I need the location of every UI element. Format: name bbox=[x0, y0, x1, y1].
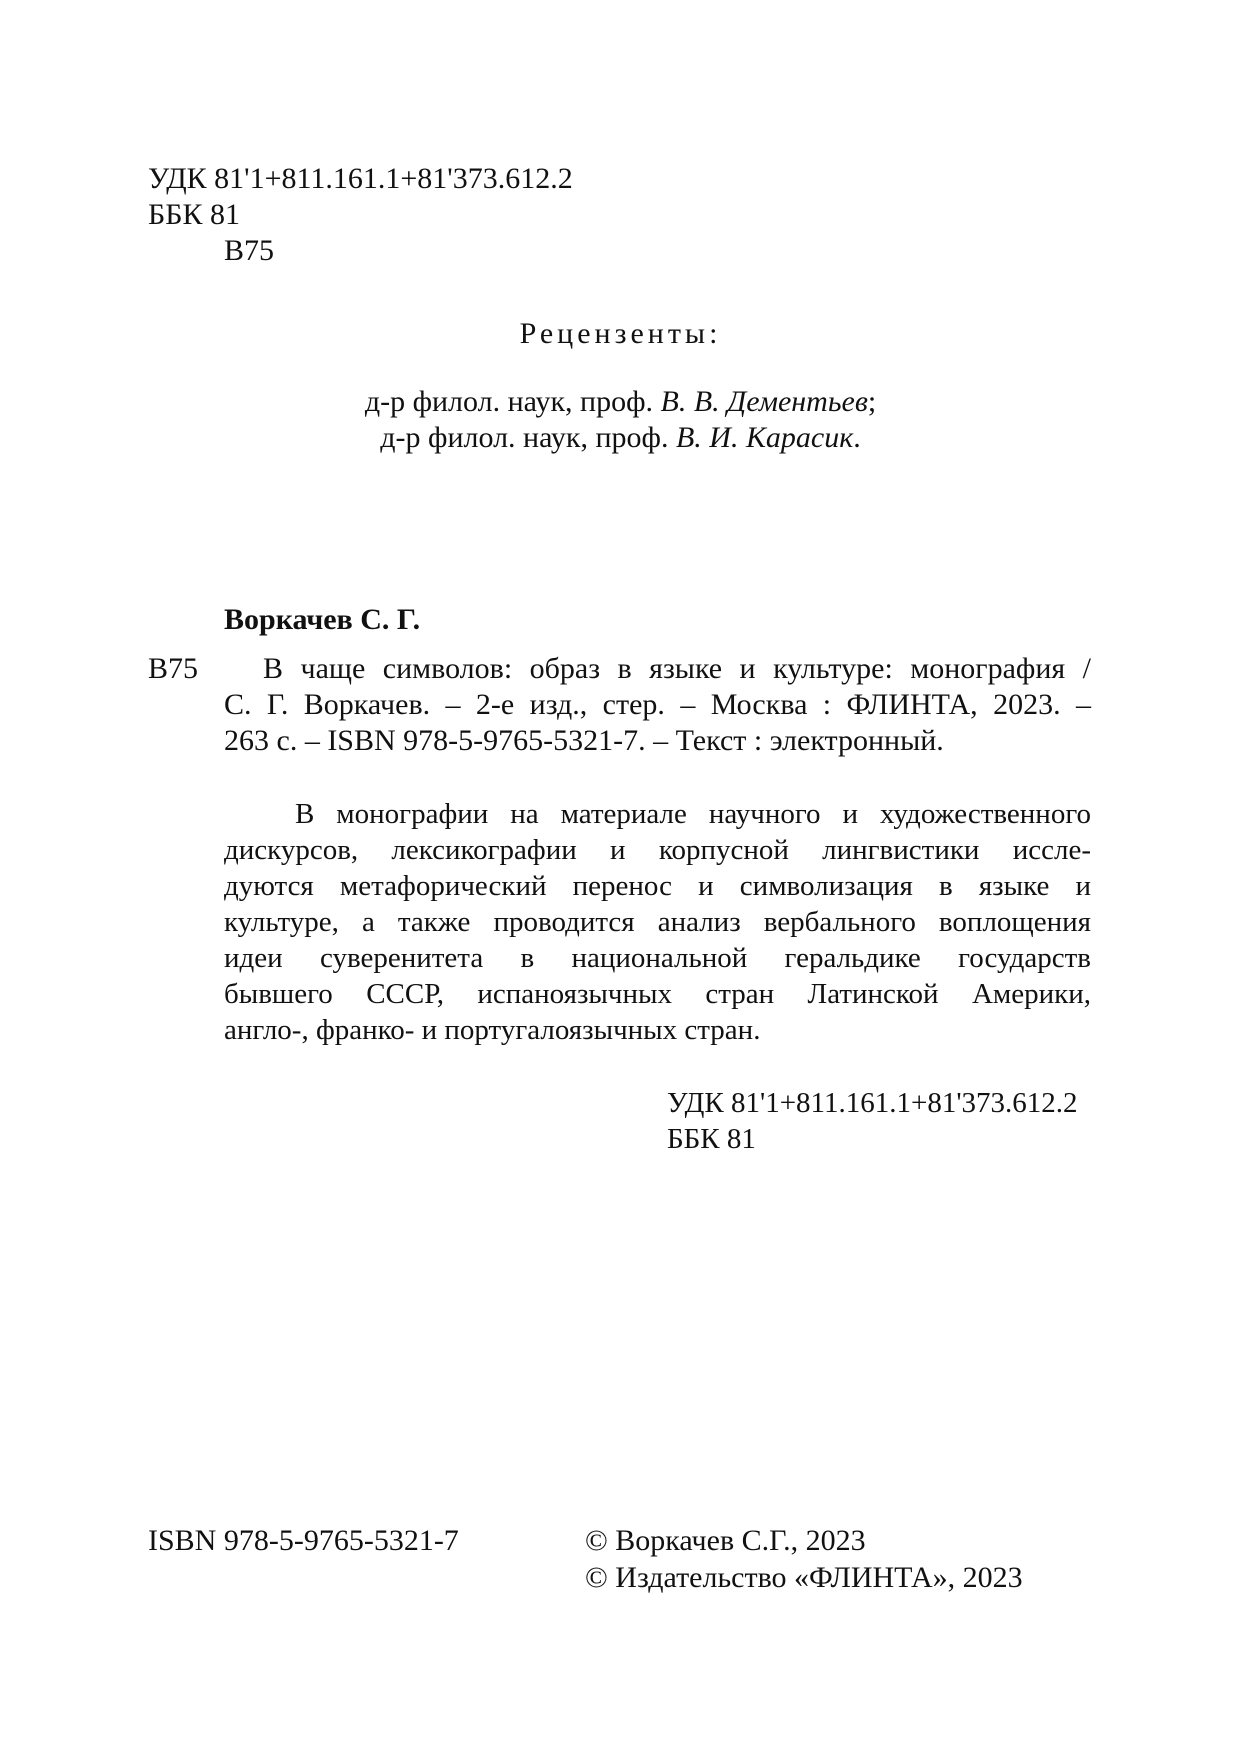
udk-code: УДК 81'1+811.161.1+81'373.612.2 bbox=[148, 162, 573, 195]
author-sign: В75 bbox=[224, 234, 275, 267]
author-sign: В75 bbox=[148, 652, 199, 685]
abstract-line: культуре, а также проводится анализ вербального воплощения bbox=[224, 906, 1091, 938]
copyright-author: © Воркачев С.Г., 2023 bbox=[585, 1524, 866, 1557]
isbn: ISBN 978-5-9765-5321-7 bbox=[148, 1524, 459, 1557]
abstract-line: англо-, франко- и португалоязычных стран. bbox=[224, 1014, 761, 1046]
udk-code: УДК 81'1+811.161.1+81'373.612.2 bbox=[667, 1087, 1078, 1119]
reviewer-line bbox=[0, 420, 1241, 456]
bibliographic-line: В чаще символов: образ в языке и культуре: монография / bbox=[263, 652, 1091, 685]
reviewer-punct: ; bbox=[867, 385, 877, 418]
abstract-line: дуются метафорический перенос и символизация в языке и bbox=[224, 870, 1091, 902]
bibliographic-line: 263 с. – ISBN 978-5-9765-5321-7. – Текст : электронный. bbox=[224, 724, 944, 757]
bbk-code: ББК 81 bbox=[148, 198, 240, 231]
reviewer-name: В. В. Дементьев bbox=[660, 385, 868, 418]
abstract-line: идеи суверенитета в национальной геральдике государств bbox=[224, 942, 1091, 974]
reviewer-line bbox=[0, 384, 1241, 420]
abstract-line: дискурсов, лексикографии и корпусной лингвистики иссле- bbox=[224, 834, 1091, 866]
reviewer-degree: д-р филол. наук, проф. bbox=[380, 421, 676, 454]
reviewer-name: В. И. Карасик bbox=[675, 421, 854, 454]
abstract-line: В монографии на материале научного и художественного bbox=[295, 798, 1091, 830]
reviewers-heading: Рецензенты: bbox=[519, 317, 722, 350]
bbk-code: ББК 81 bbox=[667, 1123, 756, 1155]
abstract-line: бывшего СССР, испаноязычных стран Латинской Америки, bbox=[224, 978, 1091, 1010]
reviewer-degree: д-р филол. наук, проф. bbox=[364, 385, 661, 418]
bibliographic-line: С. Г. Воркачев. – 2-е изд., стер. – Москва : ФЛИНТА, 2023. – bbox=[224, 688, 1091, 721]
reviewer-punct: . bbox=[853, 421, 861, 454]
author-name: Воркачев С. Г. bbox=[224, 603, 421, 636]
abstract bbox=[224, 797, 1091, 1049]
copyright-publisher: © Издательство «ФЛИНТА», 2023 bbox=[585, 1561, 1023, 1594]
